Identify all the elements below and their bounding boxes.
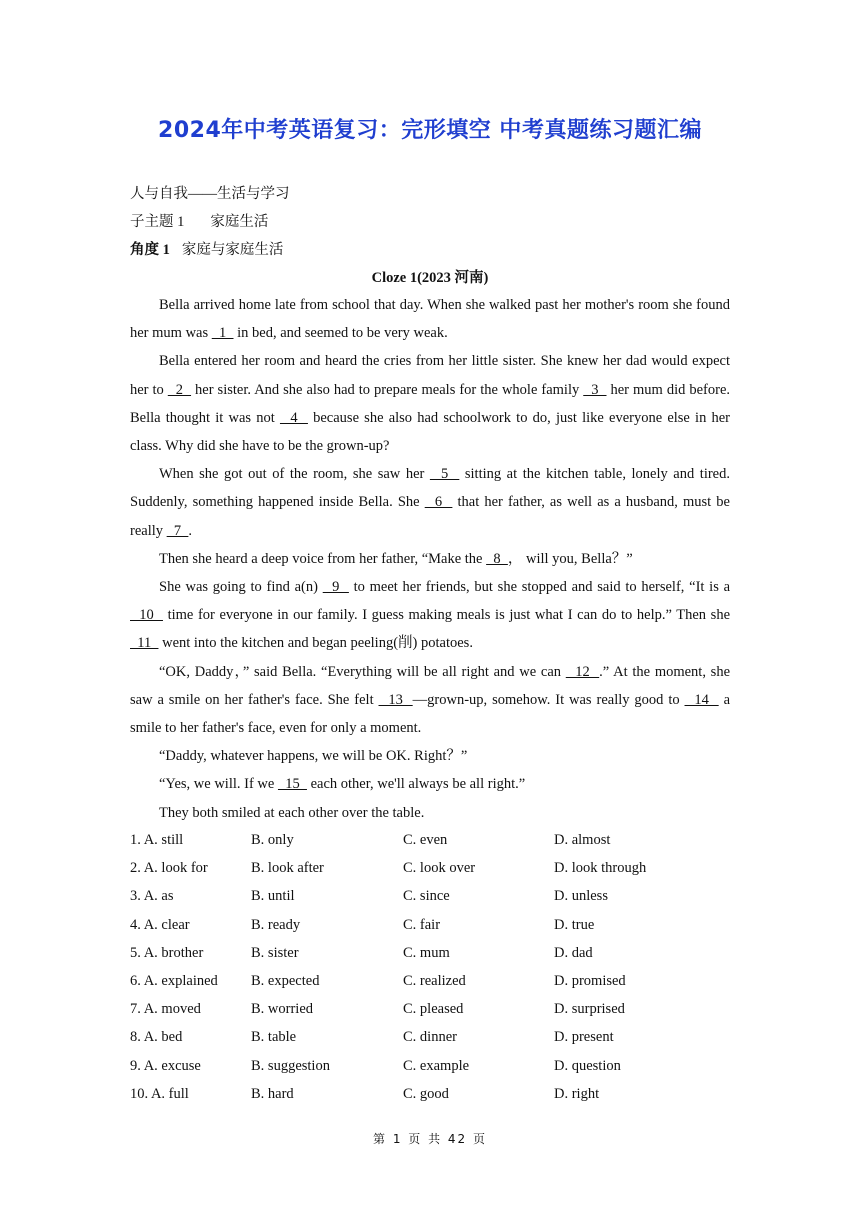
angle-text: 家庭与家庭生活 bbox=[181, 242, 284, 258]
option-choice: 8. A. bed bbox=[130, 1029, 183, 1046]
option-choice: D. true bbox=[554, 916, 595, 933]
blank-number: 9 bbox=[322, 579, 349, 596]
passage-paragraph bbox=[130, 742, 730, 770]
passage-text: “OK, Daddy，” said Bella. “Everything will be all right and we can bbox=[159, 663, 566, 680]
passage-text: —grown-up, somehow. It was really good to bbox=[412, 691, 685, 708]
option-choice: B. until bbox=[251, 888, 295, 905]
option-choice: D. look through bbox=[554, 860, 647, 877]
blank-number: 3 bbox=[583, 381, 607, 398]
blank-number: 14 bbox=[684, 691, 719, 708]
passage-paragraph bbox=[130, 573, 730, 658]
blank-number: 13 bbox=[378, 691, 413, 708]
passage-paragraph bbox=[130, 799, 730, 827]
passage-paragraph bbox=[130, 770, 730, 798]
passage-text: each other, we'll always be all right.” bbox=[306, 776, 526, 793]
blank-number: 7 bbox=[166, 522, 189, 539]
passage-text: her mum did before. Bella thought it was not bbox=[130, 381, 730, 426]
option-choice: 10. A. full bbox=[130, 1085, 189, 1102]
passage-text: .” At the moment, she saw a smile on her father's face. She felt bbox=[130, 663, 731, 708]
option-row bbox=[130, 1080, 750, 1108]
subtheme-label: 子主题 1 bbox=[130, 214, 185, 230]
passage-text: to meet her friends, but she stopped and said to herself, “It is a bbox=[348, 579, 731, 596]
option-row bbox=[130, 939, 750, 967]
option-choice: D. promised bbox=[554, 972, 626, 989]
blank-number: 6 bbox=[424, 494, 453, 511]
passage-paragraph bbox=[130, 658, 730, 743]
option-choice: B. hard bbox=[251, 1085, 294, 1102]
option-choice: 5. A. brother bbox=[130, 944, 204, 961]
option-choice: D. question bbox=[554, 1057, 621, 1074]
passage-text: in bed, and seemed to be very weak. bbox=[233, 325, 448, 342]
option-choice: C. mum bbox=[403, 944, 450, 961]
option-choice: D. surprised bbox=[554, 1001, 625, 1018]
blank-number: 10 bbox=[130, 607, 163, 624]
option-row bbox=[130, 911, 750, 939]
page-footer: 第 1 页 共 42 页 bbox=[373, 1132, 487, 1146]
blank-number: 11 bbox=[130, 635, 159, 652]
option-choice: C. since bbox=[403, 888, 450, 905]
passage-text: sitting at the kitchen table, lonely and tired. Suddenly, something happened inside Bella. She bbox=[130, 466, 730, 511]
passage-text: They both smiled at each other over the table. bbox=[159, 804, 425, 821]
option-choice: B. only bbox=[251, 832, 294, 848]
option-choice: D. unless bbox=[554, 888, 608, 905]
answer-options bbox=[130, 826, 750, 1108]
option-choice: 6. A. explained bbox=[130, 972, 218, 989]
passage-text: Then she heard a deep voice from her father, “Make the bbox=[159, 550, 487, 567]
passage-paragraph bbox=[130, 545, 730, 573]
option-choice: 4. A. clear bbox=[130, 916, 190, 933]
cloze-passage bbox=[130, 291, 730, 827]
option-row bbox=[130, 1052, 750, 1080]
option-row bbox=[130, 967, 750, 995]
passage-text: because she also had schoolwork to do, just like everyone else in her class. Why did she have to be the grown-up? bbox=[130, 409, 731, 455]
passage-text: that her father, as well as a husband, must be really bbox=[130, 494, 730, 539]
option-choice: B. suggestion bbox=[251, 1057, 330, 1074]
passage-text: . bbox=[188, 522, 193, 539]
option-choice: 2. A. look for bbox=[130, 860, 208, 877]
option-choice: C. pleased bbox=[403, 1001, 464, 1018]
passage-text: “Yes, we will. If we bbox=[159, 776, 278, 793]
passage-text: “Daddy, whatever happens, we will be OK. Right？” bbox=[159, 748, 468, 765]
blank-number: 4 bbox=[279, 409, 308, 426]
option-row bbox=[130, 995, 750, 1023]
option-choice: B. sister bbox=[251, 944, 299, 961]
option-choice: B. look after bbox=[251, 860, 324, 877]
option-choice: B. table bbox=[251, 1029, 297, 1046]
cloze-title: Cloze 1(2023 河南) bbox=[371, 270, 489, 286]
option-choice: C. example bbox=[403, 1057, 470, 1074]
theme-heading: 人与自我——生活与学习 bbox=[130, 186, 290, 202]
passage-text: Bella arrived home late from school that day. When she walked past her mother's room she found her mum was bbox=[130, 297, 730, 342]
option-row bbox=[130, 854, 750, 882]
passage-text: ， will you, Bella？” bbox=[507, 550, 633, 567]
option-choice: 9. A. excuse bbox=[130, 1057, 201, 1074]
angle-label: 角度 1 bbox=[130, 242, 170, 258]
document-title: 2024年中考英语复习：完形填空 中考真题练习题汇编 bbox=[158, 118, 702, 143]
passage-text: She was going to find a(n) bbox=[159, 579, 323, 596]
option-choice: C. look over bbox=[403, 860, 476, 877]
passage-text: Bella entered her room and heard the cries from her little sister. She knew her dad would expect her to bbox=[130, 353, 730, 398]
blank-number: 12 bbox=[565, 663, 600, 680]
option-choice: B. ready bbox=[251, 916, 301, 933]
option-choice: C. dinner bbox=[403, 1029, 457, 1046]
blank-number: 1 bbox=[211, 325, 234, 342]
passage-text: When she got out of the room, she saw her bbox=[159, 466, 430, 483]
blank-number: 2 bbox=[167, 381, 192, 398]
passage-paragraph bbox=[130, 460, 730, 545]
option-choice: B. expected bbox=[251, 972, 320, 989]
option-choice: B. worried bbox=[251, 1001, 314, 1018]
passage-text: her sister. And she also had to prepare meals for the whole family bbox=[191, 381, 584, 398]
option-row bbox=[130, 1023, 750, 1051]
passage-text: went into the kitchen and began peeling(削) potatoes. bbox=[158, 635, 473, 652]
angle-heading bbox=[130, 238, 283, 259]
blank-number: 15 bbox=[277, 776, 307, 793]
option-choice: C. even bbox=[403, 832, 448, 848]
option-row bbox=[130, 826, 750, 854]
option-choice: C. good bbox=[403, 1085, 449, 1102]
option-choice: 1. A. still bbox=[130, 832, 184, 848]
option-choice: D. almost bbox=[554, 832, 611, 848]
option-choice: 3. A. as bbox=[130, 888, 174, 905]
option-choice: D. present bbox=[554, 1029, 614, 1046]
passage-paragraph bbox=[130, 347, 730, 460]
passage-paragraph bbox=[130, 291, 730, 347]
blank-number: 8 bbox=[486, 550, 508, 567]
option-row bbox=[130, 882, 750, 910]
option-choice: D. dad bbox=[554, 944, 593, 961]
passage-text: time for everyone in our family. I guess making meals is just what I can do to help.” Then she bbox=[162, 607, 731, 624]
option-choice: C. fair bbox=[403, 916, 441, 933]
passage-text: a smile to her father's face, even for only a moment. bbox=[130, 691, 731, 737]
blank-number: 5 bbox=[429, 466, 460, 483]
subtheme-text: 家庭生活 bbox=[210, 214, 269, 230]
option-choice: 7. A. moved bbox=[130, 1001, 201, 1018]
option-choice: D. right bbox=[554, 1085, 600, 1102]
option-choice: C. realized bbox=[403, 972, 466, 989]
subtheme-heading bbox=[130, 210, 268, 231]
